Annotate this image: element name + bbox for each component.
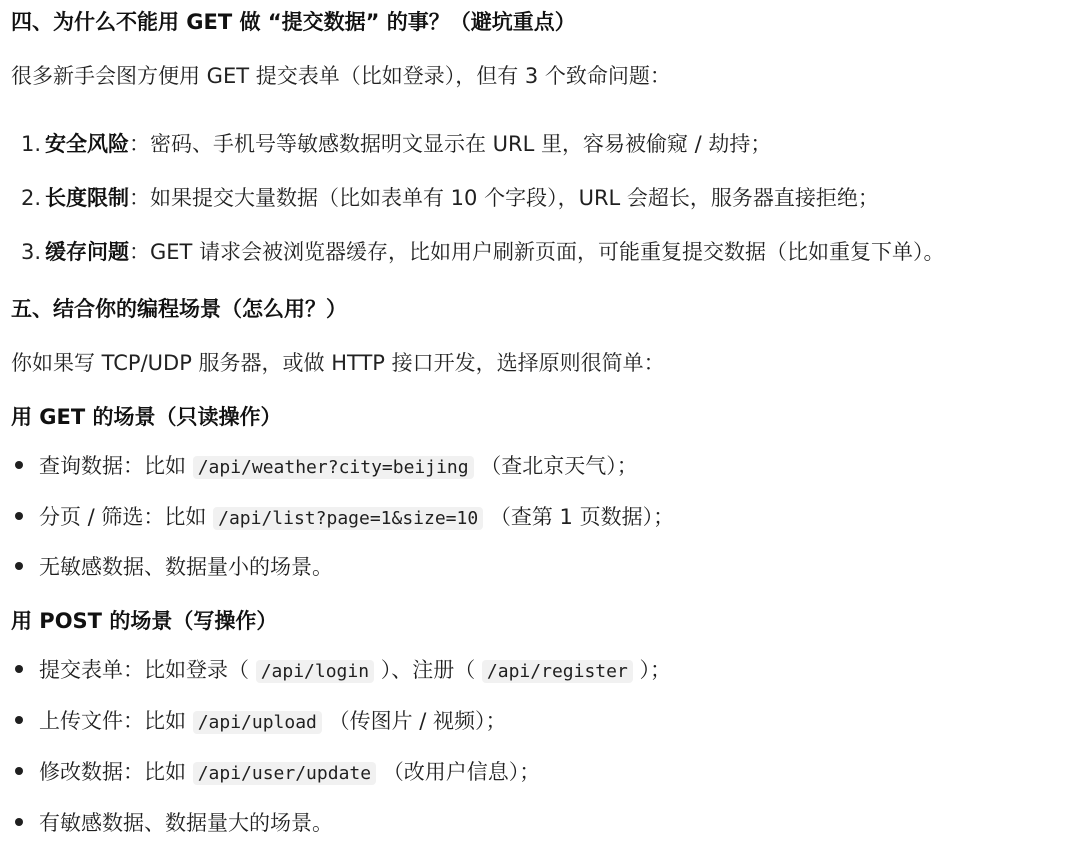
item-text: ：GET 请求会被浏览器缓存，比如用户刷新页面，可能重复提交数据（比如重复下单）。 [129, 240, 945, 264]
item-text: 无敏感数据、数据量小的场景。 [39, 555, 333, 579]
bullet-list-item [11, 706, 507, 738]
bullet-icon [15, 562, 23, 570]
bullet-icon [15, 665, 23, 673]
list-number: 1. [21, 132, 42, 156]
code-snippet: /api/weather?city=beijing [193, 456, 474, 479]
item-text: 有敏感数据、数据量大的场景。 [39, 811, 333, 835]
item-text: 提交表单：比如登录（ [39, 658, 256, 682]
item-text: 修改数据：比如 [39, 760, 193, 784]
post-scenario-heading: 用 POST 的场景（写操作） [11, 609, 278, 633]
list-number: 2. [21, 186, 42, 210]
ordered-list-item [21, 237, 945, 267]
bullet-icon [15, 512, 23, 520]
bullet-list-item [11, 808, 333, 838]
code-snippet: /api/list?page=1&size=10 [213, 507, 483, 530]
list-number: 3. [21, 240, 42, 264]
item-text: ：如果提交大量数据（比如表单有 10 个字段），URL 会超长，服务器直接拒绝； [129, 186, 879, 210]
bullet-list-item [11, 451, 638, 483]
section5-heading: 五、结合你的编程场景（怎么用？） [11, 297, 347, 321]
code-snippet: /api/user/update [193, 762, 376, 785]
item-text: 查询数据：比如 [39, 454, 193, 478]
get-scenario-heading: 用 GET 的场景（只读操作） [11, 405, 282, 429]
bullet-icon [15, 461, 23, 469]
ordered-list-item [21, 183, 879, 213]
bullet-list-item [11, 552, 333, 582]
item-title: 缓存问题 [45, 240, 129, 264]
section4-heading: 四、为什么不能用 GET 做 “提交数据” 的事？（避坑重点） [11, 10, 576, 34]
ordered-list-item [21, 129, 771, 159]
bullet-list-item [11, 757, 540, 789]
item-text: （改用户信息）； [376, 760, 541, 784]
section5-intro: 你如果写 TCP/UDP 服务器，或做 HTTP 接口开发，选择原则很简单： [11, 351, 665, 375]
item-text: ）； [632, 658, 671, 682]
code-snippet: /api/login [256, 660, 374, 683]
item-title: 安全风险 [45, 132, 129, 156]
item-text: （查第 1 页数据）； [483, 505, 675, 529]
item-text: ：密码、手机号等敏感数据明文显示在 URL 里，容易被偷窥 / 劫持； [129, 132, 772, 156]
item-title: 长度限制 [45, 186, 129, 210]
bullet-icon [15, 818, 23, 826]
bullet-icon [15, 716, 23, 724]
item-text: 上传文件：比如 [39, 709, 193, 733]
code-snippet: /api/register [482, 660, 633, 683]
item-text: 分页 / 筛选：比如 [39, 505, 214, 529]
bullet-list-item [11, 655, 671, 687]
code-snippet: /api/upload [193, 711, 322, 734]
item-text: （传图片 / 视频）； [321, 709, 507, 733]
section4-intro: 很多新手会图方便用 GET 提交表单（比如登录），但有 3 个致命问题： [11, 64, 671, 88]
item-text: （查北京天气）； [473, 454, 638, 478]
bullet-list-item [11, 502, 674, 534]
item-text: ）、注册（ [374, 658, 482, 682]
bullet-icon [15, 767, 23, 775]
